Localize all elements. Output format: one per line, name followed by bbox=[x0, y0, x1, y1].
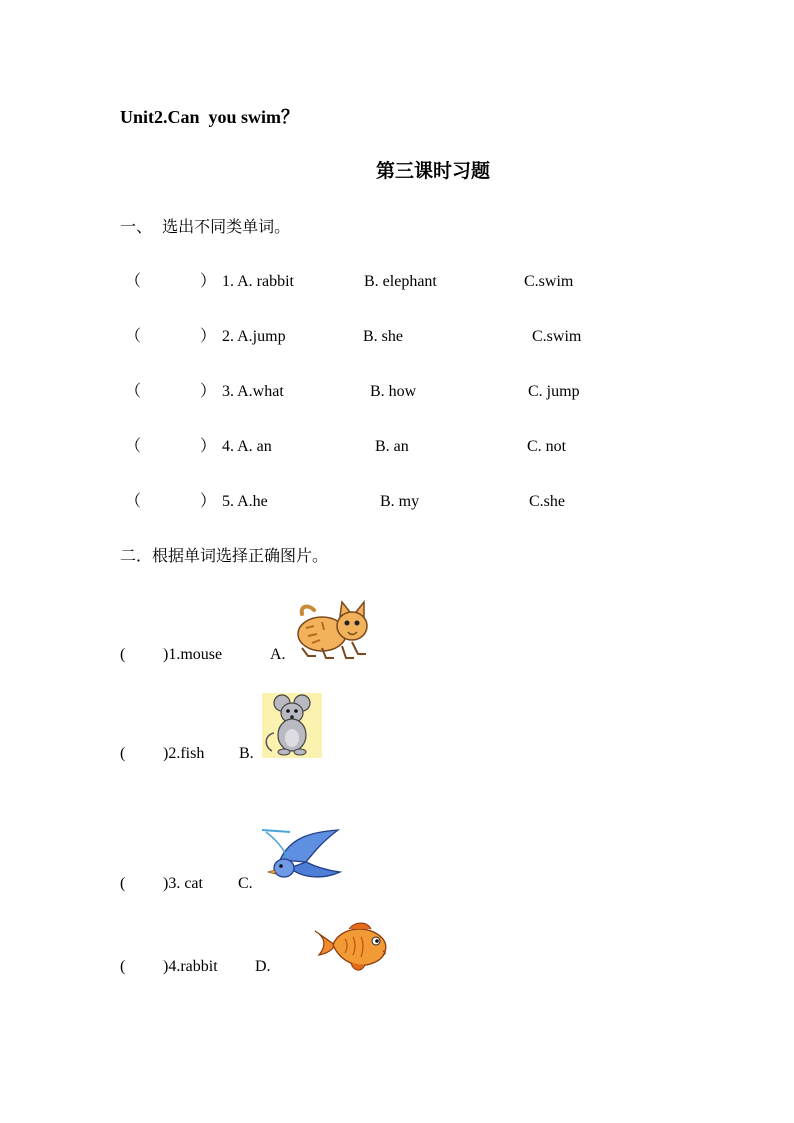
match-word: )4.rabbit bbox=[163, 958, 218, 975]
question-option-b: B. elephant bbox=[364, 273, 437, 290]
answer-paren-open: （ bbox=[125, 383, 142, 400]
answer-paren-open: （ bbox=[125, 438, 142, 455]
lesson-subtitle: 第三课时习题 bbox=[376, 160, 491, 182]
answer-paren-close: ） bbox=[200, 493, 217, 510]
picture-letter: C. bbox=[238, 875, 253, 892]
section2-heading: 二．根据单词选择正确图片。 bbox=[120, 546, 329, 565]
answer-paren-open: ( bbox=[120, 958, 126, 975]
page-title: Unit2.Can you swim？ bbox=[120, 107, 300, 127]
match-word: )2.fish bbox=[163, 745, 205, 762]
fish-picture bbox=[311, 919, 393, 974]
answer-paren-open: （ bbox=[125, 328, 142, 345]
question-option-b: B. how bbox=[370, 383, 417, 400]
answer-paren-close: ） bbox=[200, 273, 217, 290]
question-option-a: 3. A.what bbox=[222, 383, 284, 400]
question-option-b: B. she bbox=[363, 328, 403, 345]
question-option-c: C.swim bbox=[532, 328, 582, 345]
match-word: )3. cat bbox=[163, 875, 203, 892]
answer-paren-open: ( bbox=[120, 745, 126, 762]
bird-picture bbox=[260, 828, 342, 890]
question-option-b: B. an bbox=[375, 438, 409, 455]
question-option-c: C. not bbox=[527, 438, 567, 455]
answer-paren-open: ( bbox=[120, 646, 126, 663]
question-option-a: 4. A. an bbox=[222, 438, 272, 455]
picture-letter: B. bbox=[239, 745, 254, 762]
cat-picture bbox=[292, 596, 372, 664]
picture-letter: A. bbox=[270, 646, 286, 663]
section1-heading: 一、 选出不同类单词。 bbox=[120, 217, 291, 236]
answer-paren-close: ） bbox=[200, 438, 217, 455]
answer-paren-open: ( bbox=[120, 875, 126, 892]
question-option-c: C.she bbox=[529, 493, 565, 510]
question-option-a: 1. A. rabbit bbox=[222, 273, 294, 290]
question-option-c: C. jump bbox=[528, 383, 580, 400]
mouse-picture bbox=[262, 693, 322, 758]
picture-letter: D. bbox=[255, 958, 271, 975]
answer-paren-open: （ bbox=[125, 273, 142, 290]
question-option-a: 5. A.he bbox=[222, 493, 268, 510]
question-option-b: B. my bbox=[380, 493, 420, 510]
question-option-c: C.swim bbox=[524, 273, 574, 290]
answer-paren-close: ） bbox=[200, 328, 217, 345]
answer-paren-close: ） bbox=[200, 383, 217, 400]
question-option-a: 2. A.jump bbox=[222, 328, 286, 345]
match-word: )1.mouse bbox=[163, 646, 223, 663]
answer-paren-open: （ bbox=[125, 493, 142, 510]
